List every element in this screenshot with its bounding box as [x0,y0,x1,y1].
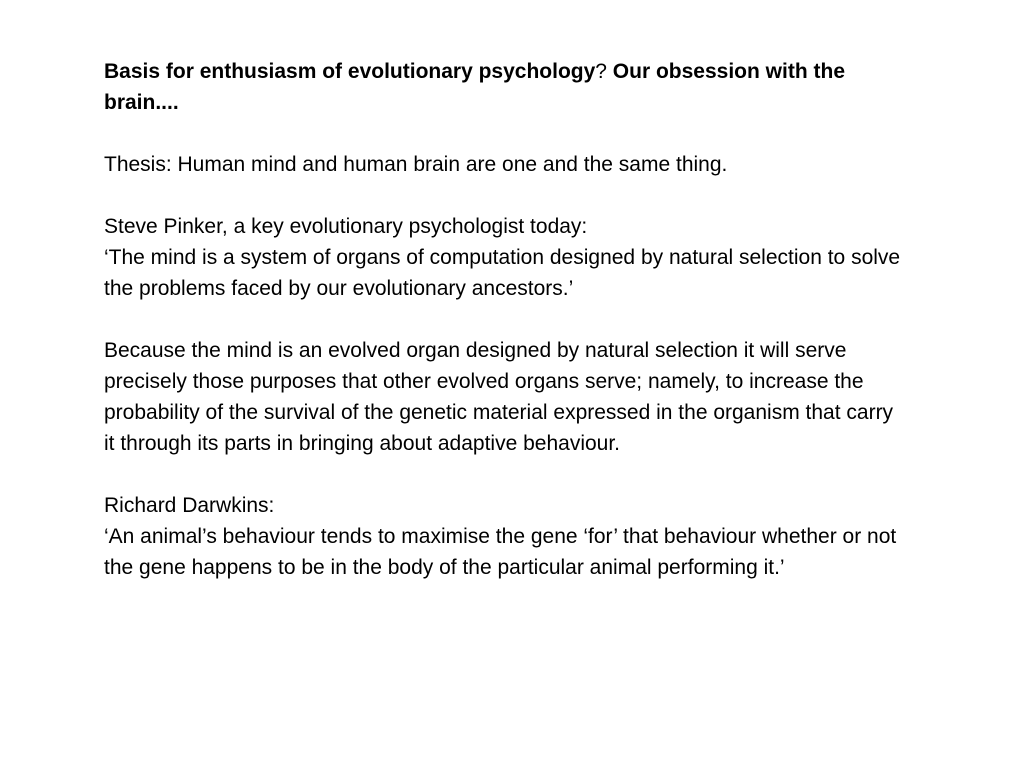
spacer [104,180,904,211]
dawkins-quote: ‘An animal’s behaviour tends to maximise the gene ‘for’ that behaviour whether or not the gene happens to be in the body of the particular animal performing it.’ [104,525,897,579]
heading-part2: ? [595,60,607,83]
slide-body [104,56,904,583]
heading-part3: Our obsession with the brain.... [104,60,845,114]
thesis-text: Thesis: Human mind and human brain are one and the same thing. [104,153,728,176]
dawkins-intro: Richard Darwkins: [104,494,275,517]
slide-heading [104,56,904,118]
heading-part1: Basis for enthusiasm of evolutionary psychology [104,60,596,83]
argument-paragraph: Because the mind is an evolved organ designed by natural selection it will serve precisely those purposes that other evolved organs serve; namely, to increase the probability of the survival of the genetic material expressed in the organism that carry it through its parts in bringing about adaptive behaviour. [104,339,894,455]
pinker-intro: Steve Pinker, a key evolutionary psychologist today: [104,215,588,238]
spacer [104,459,904,490]
spacer [104,304,904,335]
pinker-quote: ‘The mind is a system of organs of computation designed by natural selection to solve the problems faced by our evolutionary ancestors.’ [104,246,901,300]
spacer [104,118,904,149]
